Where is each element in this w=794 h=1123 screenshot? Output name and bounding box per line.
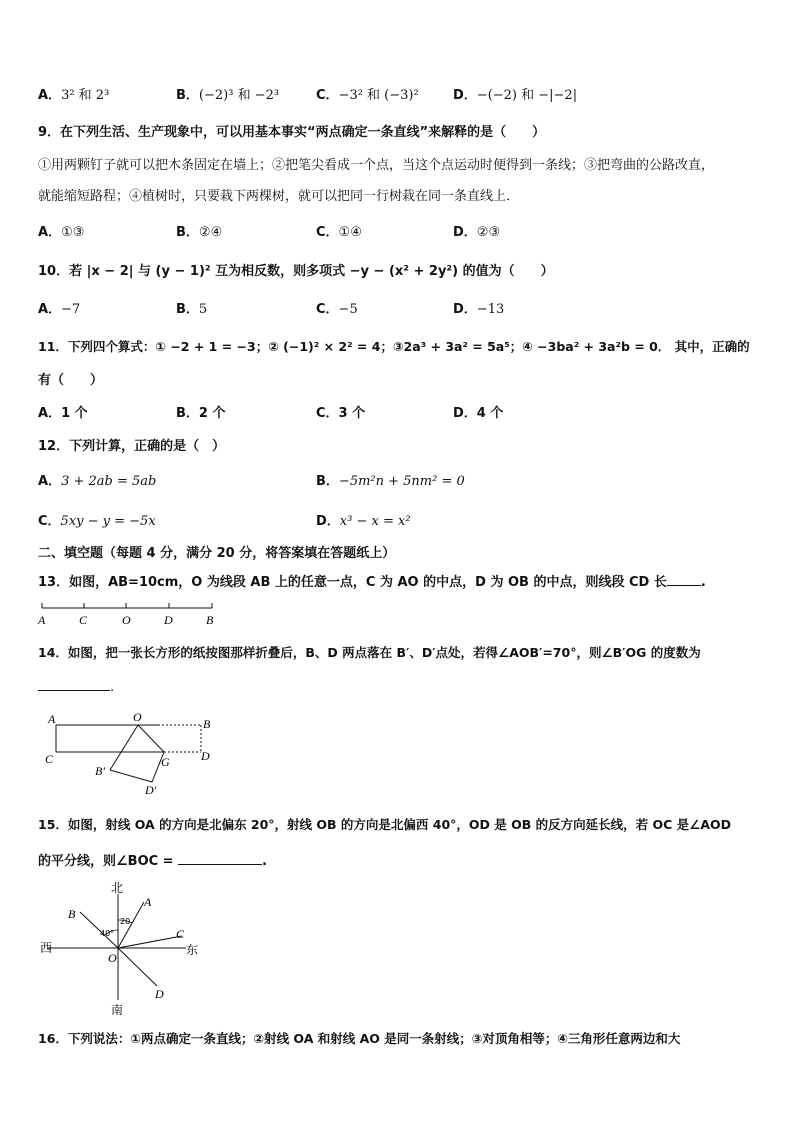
edge-ob-prime <box>110 725 138 770</box>
label-d: D <box>155 987 164 1001</box>
label-a: A <box>144 895 152 909</box>
q11-option-b: B．2 个 <box>176 406 226 421</box>
q15-stem-line1: 15．如图，射线 OA 的方向是北偏东 20°，射线 OB 的方向是北偏西 40°，OD 是 OB 的反方向延长线，若 OC 是∠AOD <box>38 817 732 832</box>
q9-body-line1: ①用两颗钉子就可以把木条固定在墙上；②把笔尖看成一个点，当这个点运动时便得到一条线；③把弯曲的公路改直， <box>38 158 715 173</box>
edge-b-prime-d-prime <box>110 770 152 782</box>
label-d: D <box>201 749 210 763</box>
q12-option-c: C．5xy − y = −5x <box>38 514 156 529</box>
point-label-b: B <box>206 613 214 627</box>
q10-option-a: A．−7 <box>38 302 81 317</box>
label-north: 北 <box>111 881 124 895</box>
q14-folded-rectangle-figure <box>40 708 230 800</box>
angle-label-20: 20 <box>120 917 131 926</box>
q12-option-d: D．x³ − x = x² <box>316 514 411 529</box>
q10-option-b: B．5 <box>176 302 208 317</box>
q15-stem-line2: 的平分线，则∠BOC = . <box>38 850 267 872</box>
q8-option-d: D．−(−2) 和 −|−2| <box>453 88 578 103</box>
label-c: C <box>176 927 185 941</box>
q8-option-b: B．(−2)³ 和 −2³ <box>176 88 280 103</box>
label-o: O <box>133 710 142 724</box>
q8-option-c: C．−3² 和 (−3)² <box>316 88 419 103</box>
q8-option-a: A．3² 和 2³ <box>38 88 110 103</box>
q11-stem: 11．下列四个算式：① −2 + 1 = −3；② (−1)² × 2² = 4；③2a³ + 3a² = 5a⁵；④ −3ba² + 3a²b = 0． 其中，正确的 <box>38 339 750 354</box>
q12-option-b: B．−5m²n + 5nm² = 0 <box>316 474 465 489</box>
point-label-a: A <box>38 613 46 627</box>
point-label-d: D <box>164 613 173 627</box>
q9-option-a: A．①③ <box>38 225 85 240</box>
q14-answer-blank <box>38 676 110 691</box>
q9-body-line2: 就能缩短路程；④植树时，只要栽下两棵树，就可以把同一行树栽在同一条直线上． <box>38 189 520 204</box>
q9-option-c: C．①④ <box>316 225 362 240</box>
label-g: G <box>161 755 170 769</box>
q13-stem: 13．如图，AB=10cm，O 为线段 AB 上的任意一点，C 为 AO 的中点，D 为 OB 的中点，则线段 CD 长 . <box>38 571 706 593</box>
angle-label-40: 40° <box>100 929 115 938</box>
q11-option-d: D．4 个 <box>453 406 504 421</box>
q10-option-d: D．−13 <box>453 302 505 317</box>
label-a: A <box>48 712 56 726</box>
ray-oc <box>118 936 182 948</box>
q11-option-c: C．3 个 <box>316 406 366 421</box>
label-o: O <box>108 951 117 965</box>
label-south: 南 <box>111 1003 124 1017</box>
point-label-c: C <box>79 613 88 627</box>
q11-stem-cont: 有（ ） <box>38 373 104 388</box>
label-b: B <box>203 717 211 731</box>
label-east: 东 <box>186 943 199 957</box>
fold-line-og <box>138 725 164 752</box>
q14-answer-line: . <box>38 676 114 698</box>
q9-option-b: B．②④ <box>176 225 223 240</box>
section-fill-in-heading: 二、填空题（每题 4 分，满分 20 分，将答案填在答题纸上） <box>38 546 396 561</box>
label-b: B <box>68 907 76 921</box>
q11-option-a: A．1 个 <box>38 406 88 421</box>
point-label-o: O <box>122 613 131 627</box>
q16-stem: 16．下列说法：①两点确定一条直线；②射线 OA 和射线 AO 是同一条射线；③对顶角相等；④三角形任意两边和大 <box>38 1031 681 1046</box>
q10-stem: 10．若 |x − 2| 与 (y − 1)² 互为相反数，则多项式 −y − (x² + 2y²) 的值为（ ） <box>38 264 554 279</box>
q9-option-d: D．②③ <box>453 225 501 240</box>
q15-compass-figure <box>36 880 216 1020</box>
q12-option-a: A．3 + 2ab = 5ab <box>38 474 157 489</box>
q13-answer-blank <box>667 571 701 586</box>
label-b-prime: B′ <box>95 764 105 778</box>
q13-line-segment-figure <box>36 600 222 630</box>
q10-option-c: C．−5 <box>316 302 358 317</box>
label-c: C <box>45 752 54 766</box>
q12-stem: 12．下列计算，正确的是（ ） <box>38 439 226 454</box>
q14-stem: 14．如图，把一张长方形的纸按图那样折叠后，B、D 两点落在 B′、D′点处，若得∠AOB′=70°，则∠B′OG 的度数为 <box>38 645 701 660</box>
label-d-prime: D′ <box>145 783 157 797</box>
q9-stem: 9．在下列生活、生产现象中，可以用基本事实“两点确定一条直线”来解释的是（ ） <box>38 125 546 140</box>
ray-od <box>118 948 157 986</box>
q15-answer-blank <box>178 850 262 865</box>
label-west: 西 <box>40 941 53 955</box>
